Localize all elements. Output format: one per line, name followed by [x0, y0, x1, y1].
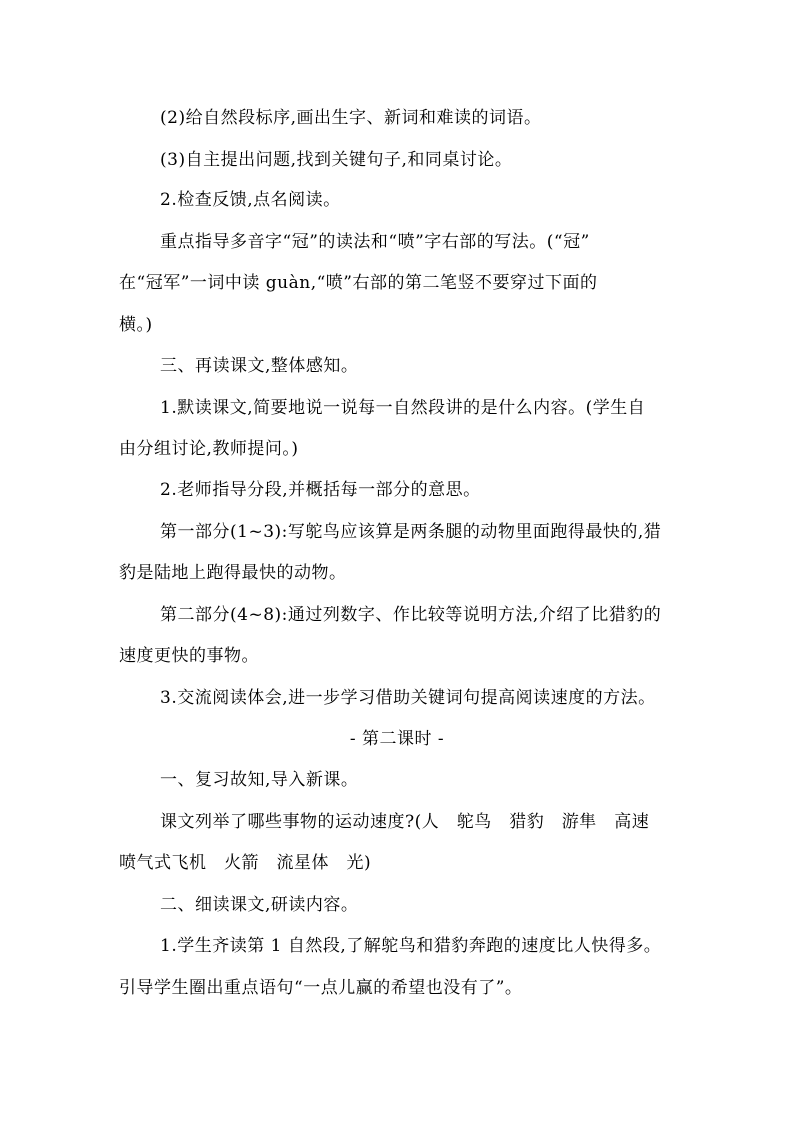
paragraph-line: 喷气式飞机 火箭 流星体 光)	[119, 853, 372, 873]
section-heading: 三、再读课文,整体感知。	[160, 356, 359, 376]
paragraph-line: 重点指导多音字“冠”的读法和“喷”字右部的写法。(“冠”	[160, 232, 590, 252]
paragraph-line: 2.老师指导分段,并概括每一部分的意思。	[160, 480, 481, 500]
paragraph-line: 课文列举了哪些事物的运动速度?(人 鸵鸟 猎豹 游隼 高速	[160, 812, 650, 832]
paragraph-line: 1.默读课文,简要地说一说每一自然段讲的是什么内容。(学生自	[160, 398, 646, 418]
paragraph-line: (2)给自然段标序,画出生字、新词和难读的词语。	[160, 108, 542, 128]
paragraph-line: 第一部分(1~3):写鸵鸟应该算是两条腿的动物里面跑得最快的,猎	[160, 522, 662, 542]
paragraph-line: 豹是陆地上跑得最快的动物。	[119, 563, 347, 583]
section-heading: 一、复习故知,导入新课。	[160, 770, 359, 790]
paragraph-line: 引导学生圈出重点语句“一点儿赢的希望也没有了”。	[119, 978, 523, 998]
paragraph-line: 速度更快的事物。	[119, 646, 259, 666]
paragraph-line: 在“冠军”一词中读 guàn,“喷”右部的第二笔竖不要穿过下面的	[119, 273, 598, 293]
paragraph-line: 3.交流阅读体会,进一步学习借助关键词句提高阅读速度的方法。	[160, 688, 656, 708]
paragraph-line: 2.检查反馈,点名阅读。	[160, 190, 341, 210]
paragraph-line: (3)自主提出问题,找到关键句子,和同桌讨论。	[160, 150, 513, 170]
paragraph-line: 横。)	[119, 315, 153, 335]
paragraph-line: 第二部分(4~8):通过列数字、作比较等说明方法,介绍了比猎豹的	[160, 605, 662, 625]
lesson-heading: - 第二课时 -	[349, 729, 445, 749]
section-heading: 二、细读课文,研读内容。	[160, 895, 359, 915]
paragraph-line: 由分组讨论,教师提问。)	[119, 439, 299, 459]
paragraph-line: 1.学生齐读第 1 自然段,了解鸵鸟和猎豹奔跑的速度比人快得多。	[160, 936, 662, 956]
